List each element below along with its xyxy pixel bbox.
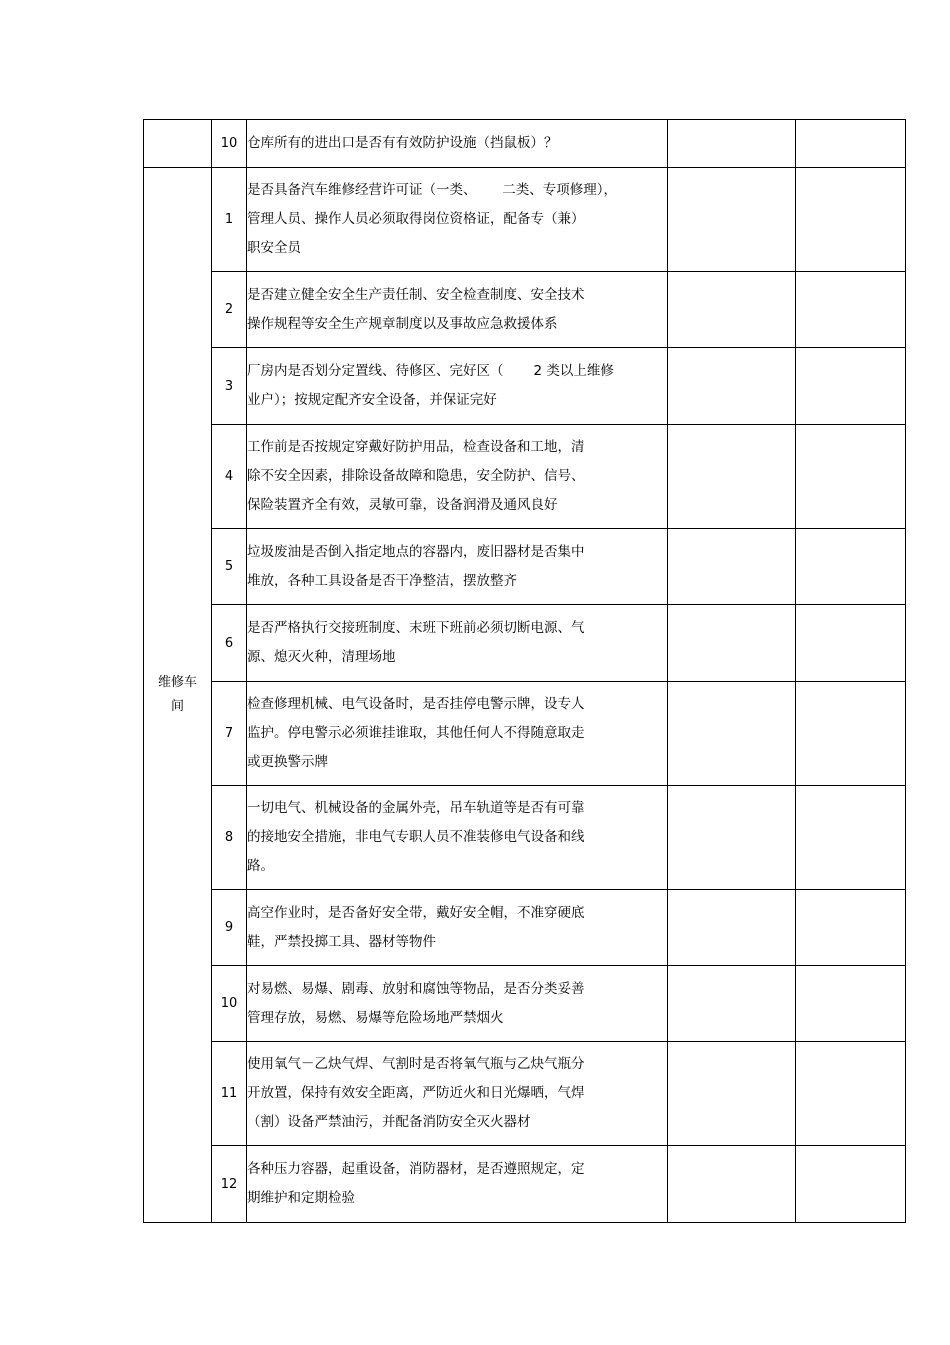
item-text-line: 一切电气、机械设备的金属外壳，吊车轨道等是否有可靠	[247, 800, 585, 816]
remark-cell[interactable]	[796, 786, 906, 890]
item-text-line: 高空作业时，是否备好安全带，戴好安全帽，不准穿硬底	[247, 904, 585, 921]
result-cell[interactable]	[668, 272, 796, 348]
result-cell[interactable]	[668, 682, 796, 786]
remark-cell[interactable]	[796, 120, 906, 168]
item-content	[247, 348, 668, 425]
table-row	[144, 682, 906, 786]
item-text-line: 职安全员	[247, 240, 301, 256]
item-text-line: 仓库所有的进出口是否有有效防护设施（挡鼠板）？	[247, 135, 558, 151]
item-number: 12	[212, 1146, 247, 1223]
remark-cell[interactable]	[796, 682, 906, 786]
item-number: 9	[212, 890, 247, 966]
item-text-line: 路。	[247, 858, 274, 874]
table-row	[144, 425, 906, 529]
result-cell[interactable]	[668, 890, 796, 966]
table-row	[144, 120, 906, 168]
result-cell[interactable]	[668, 348, 796, 425]
item-number: 2	[212, 272, 247, 348]
item-text-line: 是否建立健全安全生产责任制、安全检查制度、安全技术	[247, 286, 585, 303]
item-number: 6	[212, 605, 247, 682]
table-row	[144, 1146, 906, 1223]
item-number: 3	[212, 348, 247, 425]
item-text-line: 堆放，各种工具设备是否干净整洁，摆放整齐	[247, 572, 517, 589]
item-text-line: 使用氧气－乙炔气焊、气割时是否将氧气瓶与乙炔气瓶分	[247, 1056, 585, 1072]
item-text-line: 保险装置齐全有效，灵敏可靠，设备润滑及通风良好	[247, 497, 558, 513]
section-label	[144, 168, 212, 1223]
item-content	[247, 168, 668, 272]
result-cell[interactable]	[668, 786, 796, 890]
result-cell[interactable]	[668, 168, 796, 272]
result-cell[interactable]	[668, 605, 796, 682]
section-cell-empty	[144, 120, 212, 168]
item-text-line: 除不安全因素，排除设备故障和隐患，安全防护、信号、	[247, 468, 585, 484]
item-number: 10	[212, 966, 247, 1042]
item-number: 5	[212, 529, 247, 605]
result-cell[interactable]	[668, 966, 796, 1042]
item-number: 11	[212, 1042, 247, 1146]
table-row	[144, 890, 906, 966]
result-cell[interactable]	[668, 1146, 796, 1223]
remark-cell[interactable]	[796, 890, 906, 966]
section-label-line: 维修车	[157, 675, 197, 690]
item-text-line: 源、熄灭火种，清理场地	[247, 649, 396, 665]
item-text-line: 厂房内是否划分定置线、待修区、完好区（ 2 类以上维修	[247, 363, 614, 379]
item-text-line: 业户）；按规定配齐安全设备，并保证完好	[247, 392, 497, 408]
remark-cell[interactable]	[796, 348, 906, 425]
item-content	[247, 786, 668, 890]
item-text-line: 管理人员、操作人员必须取得岗位资格证，配备专（兼）	[247, 211, 585, 227]
item-text-line: 对易燃、易爆、剧毒、放射和腐蚀等物品，是否分类妥善	[247, 980, 585, 997]
table-row	[144, 272, 906, 348]
item-number: 1	[212, 168, 247, 272]
item-text-line: 各种压力容器，起重设备，消防器材，是否遵照规定，定	[247, 1161, 585, 1177]
item-content	[247, 425, 668, 529]
item-text-line: 管理存放，易燃、易爆等危险场地严禁烟火	[247, 1009, 504, 1026]
item-text-line: 开放置，保持有效安全距离，严防近火和日光爆晒，气焊	[247, 1085, 585, 1101]
item-content	[247, 1146, 668, 1223]
remark-cell[interactable]	[796, 1042, 906, 1146]
item-text-line: 是否具备汽车维修经营许可证（一类、 二类、专项修理），	[247, 182, 617, 198]
remark-cell[interactable]	[796, 529, 906, 605]
item-text-line: 或更换警示牌	[247, 754, 328, 770]
remark-cell[interactable]	[796, 425, 906, 529]
remark-cell[interactable]	[796, 1146, 906, 1223]
item-content	[247, 529, 668, 605]
table-row	[144, 605, 906, 682]
item-content	[247, 272, 668, 348]
table-row	[144, 786, 906, 890]
safety-checklist-table	[143, 119, 906, 1223]
item-content	[247, 605, 668, 682]
remark-cell[interactable]	[796, 966, 906, 1042]
item-text-line: 操作规程等安全生产规章制度以及事故应急救援体系	[247, 315, 558, 332]
table-row	[144, 348, 906, 425]
item-text-line: 监护。停电警示必须谁挂谁取，其他任何人不得随意取走	[247, 725, 585, 741]
table-row	[144, 966, 906, 1042]
item-content	[247, 1042, 668, 1146]
remark-cell[interactable]	[796, 605, 906, 682]
table-row	[144, 1042, 906, 1146]
result-cell[interactable]	[668, 529, 796, 605]
item-content	[247, 120, 668, 168]
item-content	[247, 682, 668, 786]
item-text-line: 鞋，严禁投掷工具、器材等物件	[247, 933, 436, 950]
table-row	[144, 529, 906, 605]
remark-cell[interactable]	[796, 272, 906, 348]
item-text-line: 是否严格执行交接班制度、末班下班前必须切断电源、气	[247, 620, 585, 636]
table-row	[144, 168, 906, 272]
result-cell[interactable]	[668, 425, 796, 529]
item-text-line: 检查修理机械、电气设备时，是否挂停电警示牌，设专人	[247, 696, 585, 712]
section-label-line: 间	[170, 699, 184, 714]
item-text-line: 垃圾废油是否倒入指定地点的容器内，废旧器材是否集中	[247, 543, 585, 560]
item-number: 4	[212, 425, 247, 529]
remark-cell[interactable]	[796, 168, 906, 272]
item-number: 10	[212, 120, 247, 168]
item-number: 7	[212, 682, 247, 786]
result-cell[interactable]	[668, 120, 796, 168]
item-content	[247, 966, 668, 1042]
item-text-line: 工作前是否按规定穿戴好防护用品，检查设备和工地，清	[247, 439, 585, 455]
item-text-line: 期维护和定期检验	[247, 1190, 355, 1206]
item-text-line: 的接地安全措施，非电气专职人员不准装修电气设备和线	[247, 829, 585, 845]
item-text-line: （割）设备严禁油污，并配备消防安全灭火器材	[247, 1114, 531, 1130]
result-cell[interactable]	[668, 1042, 796, 1146]
item-number: 8	[212, 786, 247, 890]
item-content	[247, 890, 668, 966]
